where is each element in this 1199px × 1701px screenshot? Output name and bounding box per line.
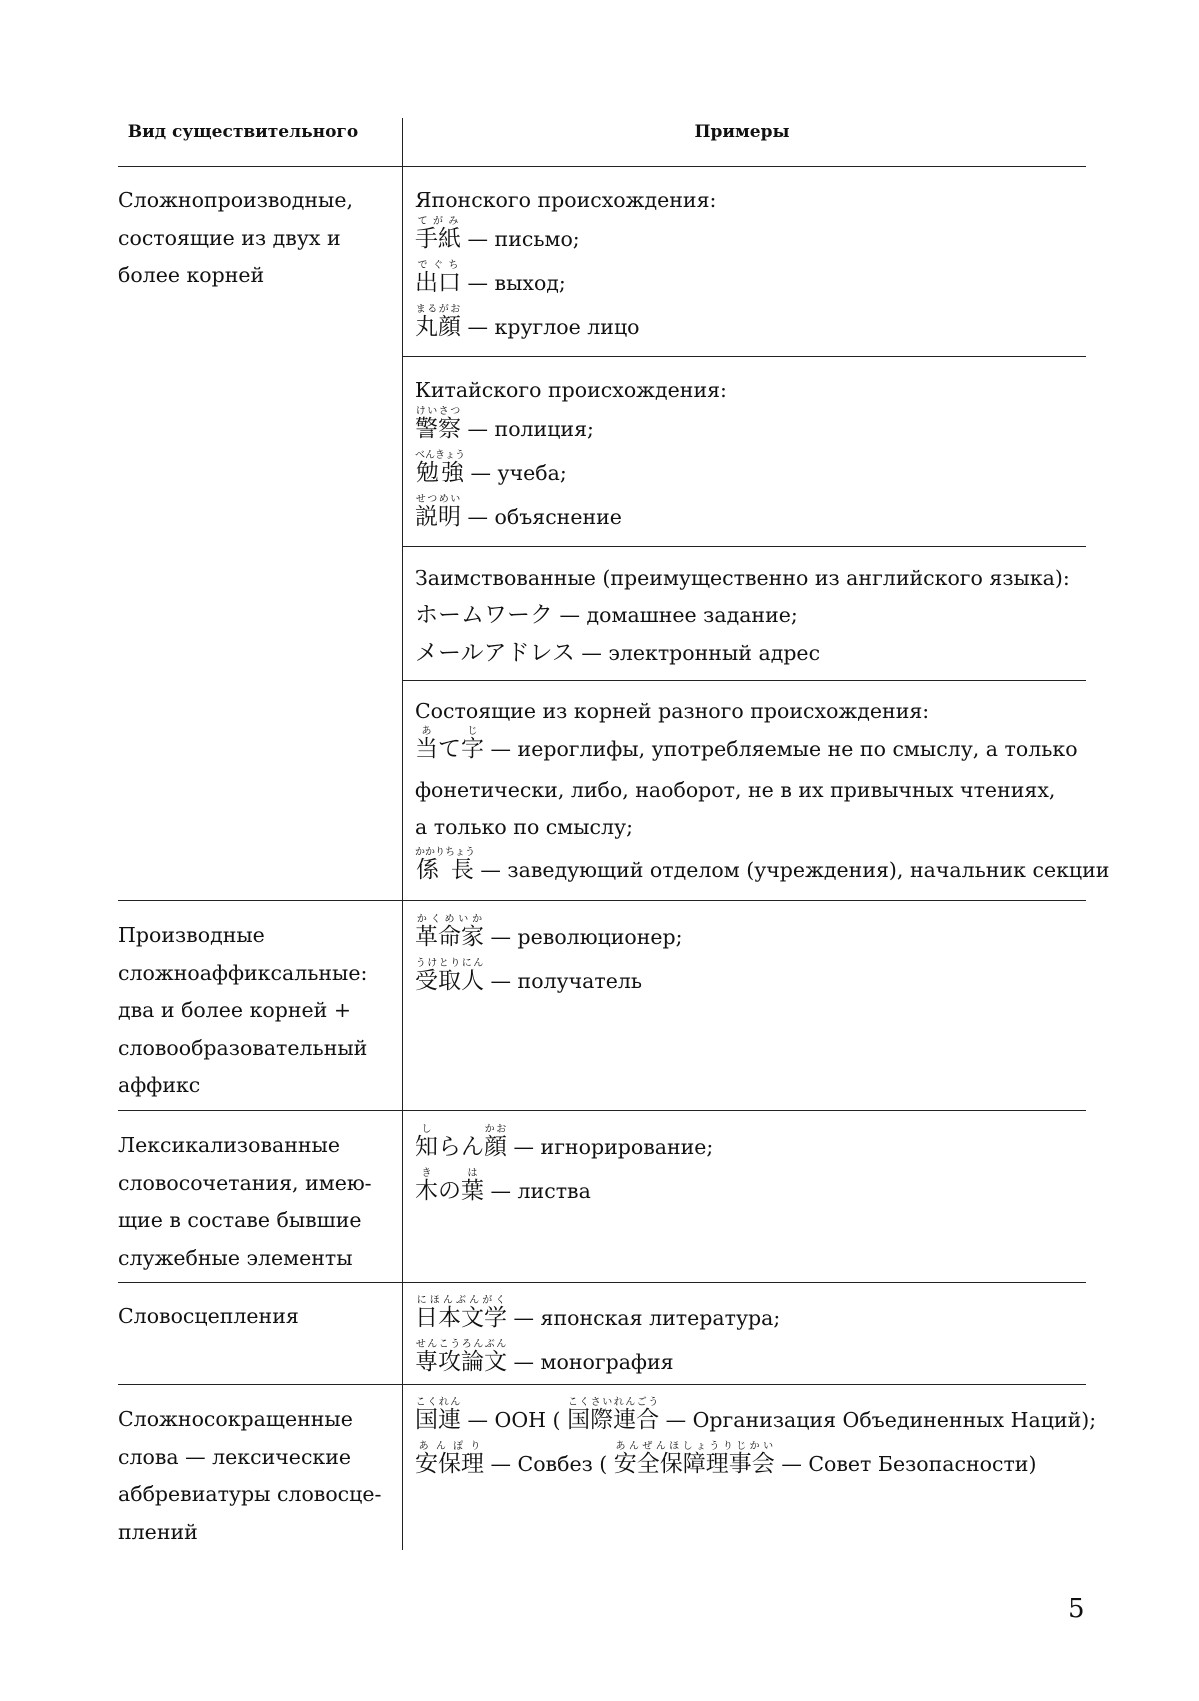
noun-type-line: служебные элементы [118, 1245, 353, 1270]
example-line [415, 847, 1109, 885]
furigana: かかりちょう [415, 847, 475, 858]
example-word: メールアドレス [415, 640, 575, 666]
example-meaning: — японская литература; [507, 1306, 781, 1330]
furigana: あんぜんほしょうりじかい [613, 1441, 775, 1452]
noun-type-cell [118, 917, 393, 1105]
example-meaning: — Совет Безопасности) [774, 1452, 1037, 1476]
example-word: ホームワーク [415, 602, 553, 628]
example-meaning: — полиция; [461, 417, 594, 441]
noun-type-line: аффикс [118, 1073, 201, 1097]
example-word: 当 [415, 736, 438, 762]
group-intro: Состоящие из корней разного происхождения: [415, 699, 930, 723]
furigana: でぐち [415, 260, 461, 271]
example-word: 手紙 [415, 226, 461, 252]
example-line [415, 639, 820, 667]
noun-type-line: более корней [118, 263, 265, 287]
furigana: にほんぶんがく [415, 1295, 507, 1306]
header-rule [118, 166, 1086, 167]
example-line [415, 914, 683, 952]
furigana: まるがお [415, 304, 461, 315]
example-line [415, 1168, 591, 1206]
example-word: 国連 [415, 1407, 461, 1433]
noun-type-cell [118, 182, 393, 295]
noun-type-line: словообразовательный [118, 1035, 368, 1060]
example-word: 葉 [461, 1178, 484, 1204]
example-meaning: — учеба; [464, 461, 567, 485]
example-line [415, 450, 567, 488]
example-line [415, 1397, 1096, 1435]
example-word: 受取人 [415, 968, 484, 994]
noun-type-line: словосочетания, имею- [118, 1170, 372, 1195]
furigana: あんぽり [415, 1441, 484, 1452]
group-divider [402, 356, 1086, 357]
row-divider [118, 1282, 1086, 1283]
furigana: せつめい [415, 494, 461, 505]
example-word: 顔 [484, 1134, 507, 1160]
example-meaning: — объяснение [461, 505, 622, 529]
group-intro: Китайского происхождения: [415, 378, 727, 402]
okurigana: の [438, 1178, 461, 1204]
continuation-line: а только по смыслу; [415, 815, 634, 839]
example-meaning: — листва [484, 1179, 591, 1203]
example-mid: — Совбез ( [484, 1452, 614, 1476]
furigana: うけとりにん [415, 958, 484, 969]
example-word: 国際連合 [567, 1407, 660, 1433]
example-meaning: — монография [507, 1350, 674, 1374]
group-intro: Заимствованные (преимущественно из английского языка): [415, 566, 1070, 590]
example-line [415, 1295, 780, 1333]
noun-type-line: плений [118, 1519, 198, 1544]
noun-type-line: Лексикализованные [118, 1133, 340, 1157]
example-meaning: — Организация Объединенных Наций); [659, 1408, 1097, 1432]
example-word: 説明 [415, 504, 461, 530]
example-word: 日本文学 [415, 1305, 507, 1331]
furigana: てがみ [415, 216, 461, 227]
example-line [415, 260, 566, 298]
example-word: 係 長 [415, 857, 475, 883]
group-divider [402, 680, 1086, 681]
example-meaning: — электронный адрес [574, 641, 821, 665]
example-word: 字 [461, 736, 484, 762]
noun-type-line: щие в составе бывшие [118, 1208, 362, 1232]
example-meaning: — письмо; [461, 227, 580, 251]
noun-type-line: два и более корней + [118, 998, 351, 1022]
furigana: こくれん [415, 1397, 461, 1408]
example-word: 知 [415, 1134, 438, 1160]
example-word: 安全保障理事会 [613, 1451, 775, 1477]
furigana: こくさいれんごう [567, 1397, 660, 1408]
furigana: べんきょう [415, 450, 465, 461]
continuation-line: фонетически, либо, наоборот, не в их привычных чтениях, [415, 778, 1056, 802]
example-line [415, 494, 622, 532]
noun-type-cell [118, 1401, 393, 1551]
noun-type-line: Сложнопроизводные, [118, 188, 354, 212]
example-line [415, 304, 640, 342]
example-word: 木 [415, 1178, 438, 1204]
example-line [415, 958, 642, 996]
example-meaning: — получатель [484, 969, 643, 993]
noun-type-line: слова — лексические [118, 1444, 352, 1469]
example-line [415, 406, 594, 444]
example-word: 丸顔 [415, 314, 461, 340]
furigana: せんこうろんぶん [415, 1339, 507, 1350]
example-meaning: — заведующий отделом (учреждения), начальник секции [473, 858, 1110, 882]
example-word: 警察 [415, 416, 461, 442]
furigana: けいさつ [415, 406, 461, 417]
noun-type-line: аббревиатуры словосце- [118, 1482, 382, 1506]
row-divider [118, 1384, 1086, 1385]
example-meaning: — домашнее задание; [553, 603, 798, 627]
column-divider [402, 118, 403, 1550]
okurigana: らん [438, 1134, 484, 1160]
group-divider [402, 546, 1086, 547]
noun-type-cell [118, 1127, 393, 1277]
example-line [415, 601, 798, 629]
example-meaning: — выход; [461, 271, 566, 295]
example-word: 専攻論文 [415, 1349, 507, 1375]
noun-type-line: Словосцепления [118, 1304, 299, 1328]
example-word: 出口 [415, 270, 461, 296]
example-line [415, 1339, 674, 1377]
noun-type-line: сложноаффиксальные: [118, 960, 368, 985]
example-meaning: — революционер; [484, 925, 683, 949]
example-mid: — ООН ( [461, 1408, 568, 1432]
noun-type-cell [118, 1298, 393, 1336]
row-divider [118, 1110, 1086, 1111]
furigana: かくめいか [415, 914, 484, 925]
example-line [415, 1124, 713, 1162]
furigana: し [415, 1124, 438, 1135]
example-meaning: — иероглифы, употребляемые не по смыслу, а только [484, 737, 1078, 761]
noun-type-line: Сложносокращенные [118, 1407, 353, 1431]
furigana: じ [461, 726, 484, 737]
example-meaning: — круглое лицо [461, 315, 640, 339]
column-header-examples: Примеры [694, 122, 790, 142]
row-divider [118, 900, 1086, 901]
example-line [415, 1441, 1036, 1479]
example-line [415, 216, 580, 254]
example-meaning: — игнорирование; [507, 1135, 714, 1159]
furigana: き [415, 1168, 438, 1179]
group-intro: Японского происхождения: [415, 188, 717, 212]
okurigana: て [438, 736, 461, 762]
example-word: 革命家 [415, 924, 484, 950]
page-number: 5 [1068, 1594, 1085, 1624]
example-line [415, 726, 1078, 764]
furigana: あ [415, 726, 438, 737]
furigana: かお [484, 1124, 507, 1135]
furigana: は [461, 1168, 484, 1179]
noun-type-line: состоящие из двух и [118, 225, 341, 250]
column-header-type: Вид существительного [127, 122, 359, 142]
noun-type-line: Производные [118, 923, 265, 947]
example-word: 安保理 [415, 1451, 484, 1477]
example-word: 勉強 [415, 460, 465, 486]
